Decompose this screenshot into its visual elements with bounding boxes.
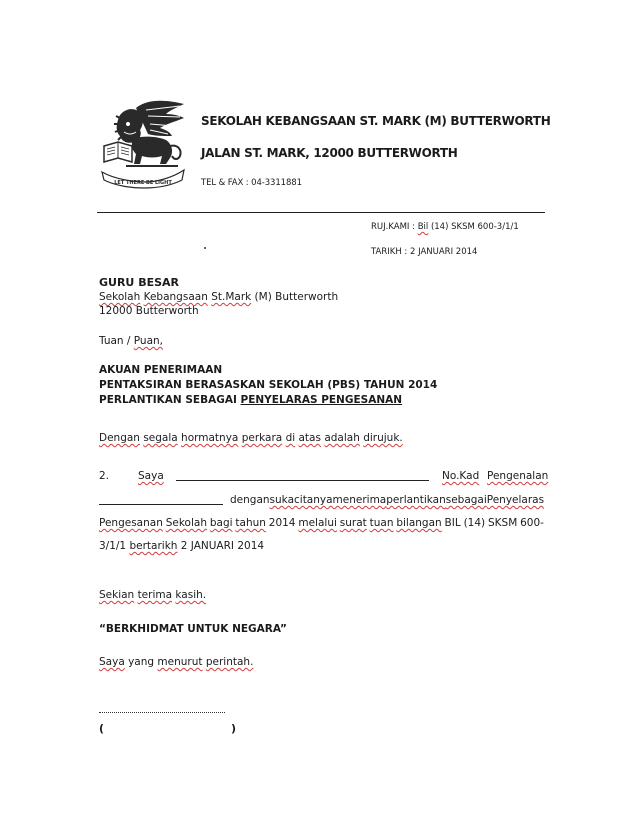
ref-rest: (14) SKSM 600-3/1/1: [428, 222, 519, 232]
para2-line-3: Pengesanan Sekolah bagi tahun 2014 melalui surat tuan bilangan BIL (14) SKSM 600-: [99, 517, 544, 529]
ref-bil: Bil: [417, 222, 429, 232]
para2-number: 2.: [99, 470, 110, 482]
para2-line-4: 3/1/1 bertarikh 2 JANUARI 2014: [99, 540, 265, 552]
opening-sentence: Dengan segala hormatnya perkara di atas adalah dirujuk.: [99, 432, 403, 444]
subject-line-1: AKUAN PENERIMAAN: [99, 364, 223, 376]
signature-dotted-line: [99, 712, 225, 713]
reference-number: [371, 222, 519, 232]
signature-open-paren: (: [99, 722, 105, 735]
school-crest-logo: [96, 98, 190, 190]
closing-motto: “BERKHIDMAT UNTUK NEGARA”: [99, 623, 287, 635]
recipient-title: GURU BESAR: [99, 276, 179, 289]
ic-blank-line: [99, 504, 223, 505]
subject-line-3: PERLANTIKAN SEBAGAI PENYELARAS PENGESANAN: [99, 394, 403, 406]
signature-close-paren: ): [231, 722, 237, 735]
salutation: Tuan / Puan,: [99, 335, 164, 347]
letter-date: TARIKH : 2 JANUARI 2014: [371, 247, 478, 257]
closing-thanks: Sekian terima kasih.: [99, 589, 207, 601]
para2-pengenalan: Pengenalan: [487, 470, 549, 482]
subject-line-2: PENTAKSIRAN BERASASKAN SEKOLAH (PBS) TAHUN 2014: [99, 379, 438, 391]
para2-line-2: dengan sukacitanya menerima perlantikan sebagai Penyelaras: [230, 494, 545, 506]
school-name: SEKOLAH KEBANGSAAN ST. MARK (M) BUTTERWORTH: [201, 114, 551, 128]
ref-prefix: RUJ.KAMI :: [371, 222, 418, 232]
stray-mark: [204, 247, 206, 249]
closing-yours-faithfully: Saya yang menurut perintah.: [99, 656, 254, 668]
para2-nokad: No.Kad: [442, 470, 480, 482]
name-blank-line: [176, 480, 429, 481]
letterhead-divider: [97, 212, 545, 213]
recipient-school: Sekolah Kebangsaan St.Mark (M) Butterworth: [99, 291, 339, 303]
logo-motto-text: LET THERE BE LIGHT: [114, 180, 172, 186]
school-tel-fax: TEL & FAX : 04-3311881: [201, 178, 302, 188]
recipient-city: 12000 Butterworth: [99, 305, 199, 317]
school-address: JALAN ST. MARK, 12000 BUTTERWORTH: [201, 146, 458, 160]
para2-saya: Saya: [138, 470, 164, 482]
